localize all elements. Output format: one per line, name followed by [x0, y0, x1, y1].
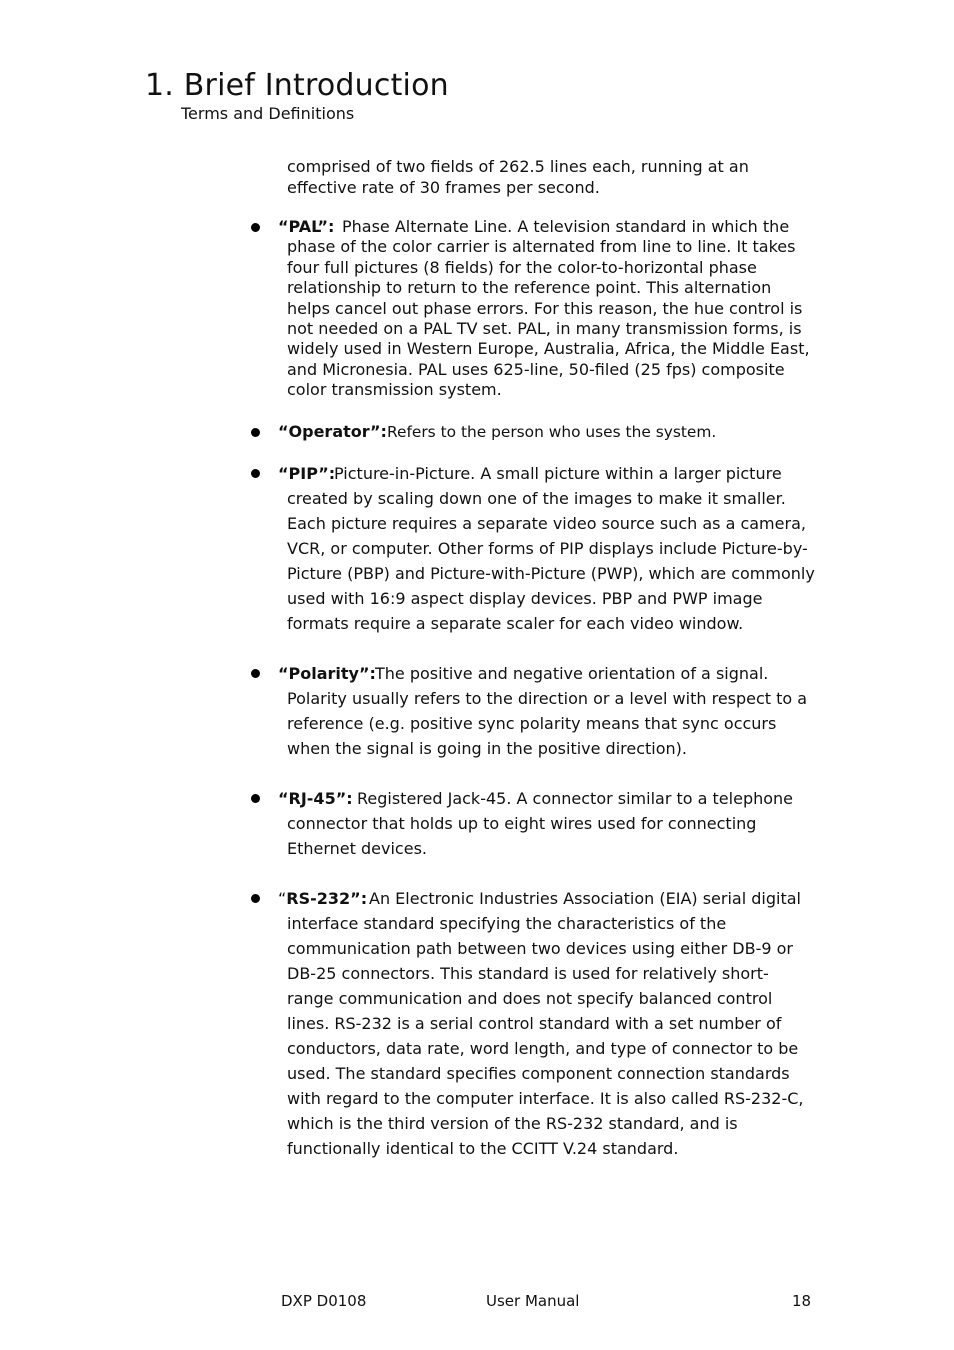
page-subtitle: Terms and Definitions [181, 104, 355, 123]
bullet-icon [251, 794, 260, 803]
continued-definition-text: comprised of two fields of 262.5 lines each, running at an effective rate of 30 frames per second. [287, 157, 749, 197]
page-title: 1. Brief Introduction [145, 68, 449, 103]
definition-pip [278, 461, 815, 636]
definition-text: Picture-in-Picture. A small picture within a larger picture created by scaling down one of the images to make it smaller. Each picture requires a separate video source such as a camera, VCR, or computer. Other forms of PIP displays include Picture-by-Picture (PBP) and Picture-with-Picture (PWP), which are commonly used with 16:9 aspect display devices. PBP and PWP image formats require a separate scaler for each video window. [287, 464, 815, 634]
definition-text: Refers to the person who uses the system. [387, 422, 717, 441]
definition-operator [278, 421, 815, 442]
term-text: RS-232”: [286, 889, 368, 909]
term-label: “PIP”: [278, 464, 336, 484]
definition-rj45 [278, 786, 815, 861]
bullet-icon [251, 469, 260, 478]
definition-rs232 [278, 886, 815, 1161]
definition-text: Registered Jack-45. A connector similar to a telephone connector that holds up to eight wires used for connecting Ethernet devices. [287, 789, 794, 859]
footer-doc-title: User Manual [486, 1292, 580, 1310]
bullet-icon [251, 223, 260, 232]
definitions-list [278, 156, 815, 1161]
footer-model: DXP D0108 [281, 1292, 367, 1310]
term-label: “Polarity”: [278, 664, 376, 684]
footer-page-number: 18 [792, 1292, 812, 1310]
definition-pal [278, 217, 815, 401]
definition-text: An Electronic Industries Association (EIA) serial digital interface standard specifying the characteristics of the communication path between two devices using either DB-9 or DB-25 connectors. This standard is used for relatively short-range communication and does not specify balanced control lines. RS-232 is a serial control standard with a set number of conductors, data rate, word length, and type of connector to be used. The standard specifies component connection standards with regard to the computer interface. It is also called RS-232-C, which is the third version of the RS-232 standard, and is functionally identical to the CCITT V.24 standard. [287, 889, 804, 1159]
term-label [278, 886, 367, 911]
term-label: “Operator”: [278, 421, 387, 441]
bullet-icon [251, 894, 260, 903]
definition-text: The positive and negative orientation of a signal. Polarity usually refers to the direction or a level with respect to a reference (e.g. positive sync polarity means that sync occurs when the signal is going in the positive direction). [287, 664, 808, 759]
definition-text: Phase Alternate Line. A television standard in which the phase of the color carrier is alternated from line to line. It takes four full pictures (8 fields) for the color-to-horizontal phase relationship to return to the reference point. This alternation helps cancel out phase errors. For this reason, the hue control is not needed on a PAL TV set. PAL, in many transmission forms, is widely used in Western Europe, Australia, Africa, the Middle East, and Micronesia. PAL uses 625-line, 50-filed (25 fps) composite color transmission system. [287, 217, 810, 400]
bullet-icon [251, 428, 260, 437]
bullet-icon [251, 669, 260, 678]
term-label: “RJ-45”: [278, 789, 353, 809]
term-label: “PAL”: [278, 217, 335, 236]
definition-polarity [278, 661, 815, 761]
term-open-quote: “ [278, 889, 287, 909]
